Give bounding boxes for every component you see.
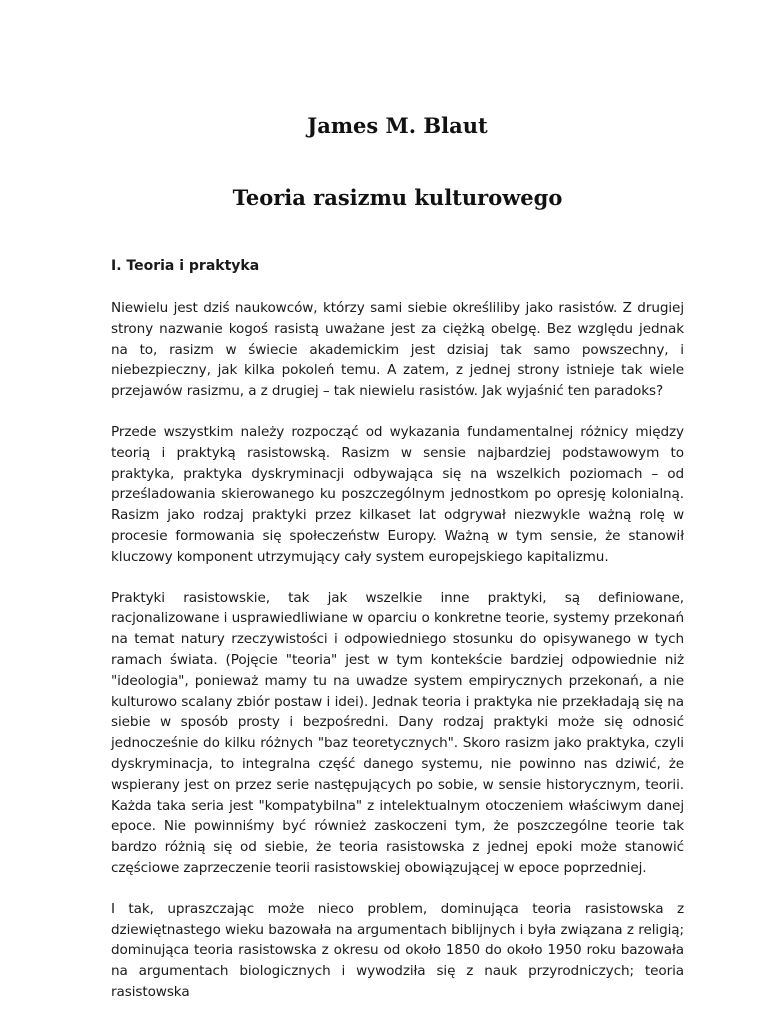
paragraph-2: Przede wszystkim należy rozpocząć od wykazania fundamentalnej różnicy między teorią i praktyką rasistowską. Rasizm w sensie najbardziej podstawowym to praktyka, praktyka dyskryminacji odbywająca się na wszelkich poziomach – od prześladowania skierowanego ku poszczególnym jednostkom po opresję kolonialną. Rasizm jako rodzaj praktyki przez kilkaset lat odgrywał niezwykle ważną rolę w procesie formowania się społeczeństw Europy. Ważną w tym sensie, że stanowił kluczowy komponent utrzymujący cały system europejskiego kapitalizmu. [111,423,684,565]
paragraph-4: I tak, upraszczając może nieco problem, dominująca teoria rasistowska z dziewiętnastego wieku bazowała na argumentach biblijnych i była związana z religią; dominująca teoria rasistowska z okresu od około 1850 do około 1950 roku bazowała na argumentach biologicznych i wywodziła się z nauk przyrodniczych; teoria rasistowska [111,900,684,1000]
document-title: Teoria rasizmu kulturowego [232,185,563,210]
section-heading: I. Teoria i praktyka [111,258,260,274]
paragraph-1: Niewielu jest dziś naukowców, którzy sami siebie określiliby jako rasistów. Z drugiej strony nazwanie kogoś rasistą uważane jest za ciężką obelgę. Bez względu jednak na to, rasizm w świecie akademickim jest dzisiaj tak samo powszechny, i niebezpieczny, jak kilka pokoleń temu. A zatem, z jednej strony istnieje tak wiele przejawów rasizmu, a z drugiej – tak niewielu rasistów. Jak wyjaśnić ten paradoks? [111,300,684,400]
author-name: James M. Blaut [307,113,488,138]
paragraph-3: Praktyki rasistowskie, tak jak wszelkie inne praktyki, są definiowane, racjonalizowane i usprawiedliwiane w oparciu o konkretne teorie, systemy przekonań na temat natury rzeczywistości i odpowiedniego stosunku do opisywanego w tych ramach świata. (Pojęcie "teoria" jest w tym kontekście bardziej odpowiednie niż "ideologia", ponieważ mamy tu na uwadze system empirycznych przekonań, a nie kulturowo scalany zbiór postaw i idei). Jednak teoria i praktyka nie przekładają się na siebie w sposób prosty i bezpośredni. Dany rodzaj praktyki może się odnosić jednocześnie do kilku różnych "baz teoretycznych". Skoro rasizm jako praktyka, czyli dyskryminacja, to integralna część danego systemu, nie powinno nas dziwić, że wspierany jest on przez serie następujących po sobie, w sensie historycznym, teorii. Każda taka seria jest "kompatybilna" z intelektualnym otoczeniem właściwym danej epoce. Nie powinniśmy być również zaskoczeni tym, że poszczególne teorie tak bardzo różnią się od siebie, że teoria rasistowska z jednej epoki może stanowić częściowe zaprzeczenie teorii rasistowskiej obowiązującej w epoce poprzedniej. [111,589,684,876]
